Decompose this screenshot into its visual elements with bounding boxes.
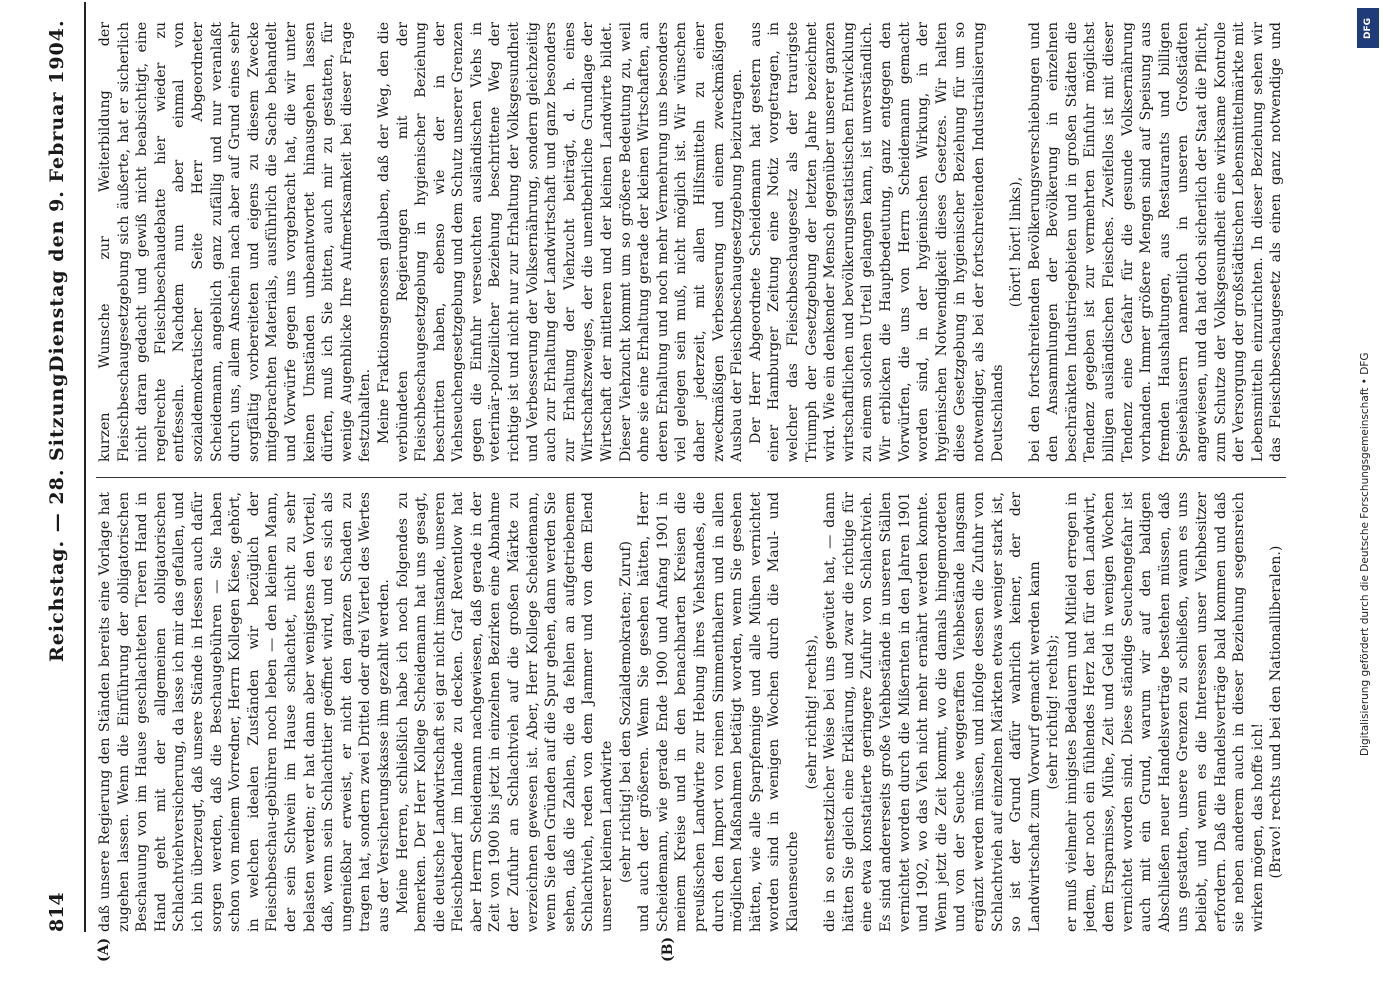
dfg-sidebar bbox=[1357, 6, 1379, 994]
paragraph: Der Herr Abgeordnete Scheidemann hat gestern aus einer Hamburger Zeitung eine Notiz vorgetragen, in welcher das Fleischbeschaugesetz als der traurigste Triumph der Gesetzgebung der letzten Jahre bezeichnet wird. Wie ein denkender Mensch gegenüber unserer ganzen wirtschaftlichen und bevölkerungsstatistischen Entwicklung zu einem solchen Urteil gelangen kann, ist unverständlich. Wir erblicken die Hauptbedeutung, ganz entgegen den Vorwürfen, die uns von Herrn Scheidemann gemacht worden sind, in der hygienischen Wirkung, in der hygienischen Notwendigkeit dieses Gesetzes. Wir halten diese Gesetzgebung in hygienischer Beziehung für um so notwendiger, als bei der fortschreitenden Industrialisierung Deutschlands bbox=[747, 22, 1006, 462]
interjection: (Bravo! rechts und bei den Nationalliberalen.) bbox=[1268, 545, 1285, 879]
interjection: (sehr richtig! bei den Sozialdemokraten; Zuruf) bbox=[617, 540, 634, 884]
dfg-logo: DFG bbox=[1357, 8, 1379, 48]
page-number: 814 bbox=[46, 892, 68, 932]
paragraph: er muß vielmehr innigstes Bedauern und Mitleid erregen in jedem, der noch ein fühlendes Herz hat für den Landwirt, dem Ersparnisse, Mühe, Zeit und Geld in wenigen Wochen vernichtet worden sind. Diese ständige Seuchengefahr ist auch mit ein Grund, warum wir auf den baldigen Abschließen neuer Handelsverträge bestehen müssen, daß uns gestatten, unsere Grenzen zu schließen, wann es uns beliebt, und wenn es die Interessen unser Viehbesitzer erfordern. Daß die Handelsverträge bald kommen und daß sie neben anderem auch in dieser Beziehung segensreich wirken mögen, das hoffe ich! bbox=[1063, 492, 1266, 932]
funding-note: Digitalisierung gefördert durch die Deutsche Forschungsgemeinschaft • DFG bbox=[1359, 352, 1371, 756]
margin-marker-a: (A) bbox=[96, 937, 112, 962]
interjection: (sehr richtig! rechts), bbox=[803, 634, 820, 790]
interjection: (hört! hört! links), bbox=[1008, 176, 1025, 308]
column-divider bbox=[96, 477, 1286, 478]
paragraph: die in so entsetzlicher Weise bei uns gewütet hat, — dann hätten Sie gleich eine Erklärung, und zwar die richtige für eine etwa konstatierte geringere Zufuhr von Schlachtvieh. Es sind andererseits große Viehbestände in unseren Ställen vernichtet worden durch die Mißernten in den Jahren 1901 und 1902, wo das Vieh nicht mehr ernährt werden konnte. Wenn jetzt die Zeit kommt, wo die damals hingemordeten und von der Seuche weggeraffen Viehbestände langsam ergänzt werden müssen, und infolge dessen die Zufuhr von Schlachtvieh auf einzelnen Märkten etwas weniger stark ist, so ist der Grund dafür wahrlich keiner, der der Landwirtschaft zum Vorwurf gemacht werden kann bbox=[822, 492, 1043, 932]
page-header bbox=[40, 2, 80, 932]
session-title: Reichstag. — 28. Sitzung. bbox=[46, 364, 68, 662]
paragraph: Meine Fraktionsgenossen glauben, daß der Weg, den die verbündeten Regierungen mit der Fleischbeschaugesetzgebung in hygienischer Beziehung beschritten haben, ebenso wie der in der Viehseuchengesetzgebung und dem Schutz unserer Grenzen gegen die Einfuhr verseuchten ausländischen Viehs in veterinär-polizeilicher Beziehung beschrittene Weg der richtige ist und nicht nur zur Erhaltung der Volksgesundheit und Verbesserung der Volksernährung, sondern gleichzeitig auch zur Erhaltung der Landwirtschaft und ganz besonders zur Erhaltung der Viehzucht beiträgt, d. h. eines Wirtschaftszweiges, der die unentbehrliche Grundlage der Wirtschaft der mittleren und der kleinen Landwirte bildet. Dieser Viehzucht kommt um so größere Bedeutung zu, weil ohne sie eine Erhaltung gerade der kleinen Wirtschaften, an deren Erhaltung und noch mehr Vermehrung uns besonders viel gelegen sein muß, nicht möglich ist. Wir wünschen daher jederzeit, mit allen Hilfsmitteln zu einer zweckmäßigen Verbesserung und einem zweckmäßigen Ausbau der Fleischbeschaugesetzgebung beizutragen. bbox=[375, 22, 746, 462]
paragraph: und auch der größeren. Wenn Sie gesehen hätten, Herr Scheidemann, wie gerade Ende 1900 und Anfang 1901 in meinem Kreise und in den benachbarten Kreisen die preußischen Landwirte zur Hebung ihres Viehstandes, die durch den Import von reinen Simmenthalern und in allen möglichen Maßnahmen betätigt worden, wenn Sie gesehen hätten, wie alle Sparpfennige und alle Mühen vernichtet worden sind in wenigen Wochen durch die Maul- und Klauenseuche bbox=[636, 492, 801, 932]
margin-marker-b: (B) bbox=[660, 936, 676, 962]
paragraph: Meine Herren, schließlich habe ich noch folgendes zu bemerken. Der Herr Kollege Scheidemann hat uns gesagt, die deutsche Landwirtschaft sei gar nicht imstande, unseren Fleischbedarf im Inlande zu decken. Graf Reventlow hat aber Herrn Scheidemann nachgewiesen, daß gerade in der Zeit von 1900 bis jetzt in einzelnen Bezirken eine Abnahme der Zufuhr an Schlachtvieh auf die großen Märkte zu verzeichnen gewesen ist. Aber, Herr Kollege Scheidemann, wenn Sie den Gründen auf die Spur gehen, dann werden Sie sehen, daß die Zahlen, die da fehlen an aufgetriebenem Schlachtvieh, reden von dem Jammer und von dem Elend unserer kleinen Landwirte bbox=[394, 492, 616, 932]
header-rule bbox=[84, 2, 86, 932]
paragraph: daß unsere Regierung den Ständen bereits eine Vorlage hat zugehen lassen. Wenn die Einführung der obligatorischen Beschauung von im Hause geschlachteten Tieren Hand in Hand geht mit der allgemeinen obligatorischen Schlachtviehversicherung, da lasse ich mir das gefallen, und ich bin überzeugt, daß unsere Stände in Hessen auch dafür sorgen werden, daß die Beschaugebühren — Sie haben schon von meinem Vorredner, Herrn Kollegen Kiese, gehört, in welchen idealen Zuständen wir bezüglich der Fleischbeschau-gebühren noch leben — den kleinen Mann, der sein Schwein im Hause schlachtet, nicht zu sehr belasten werden; er hat dann aber wenigstens den Vorteil, daß, wenn sein Schlachttier geöffnet wird, und es sich als ungenießbar erweist, er nicht den ganzen Schaden zu tragen hat, sondern zwei Drittel oder drei Viertel des Wertes aus der Versicherungskasse ihm gezahlt werden. bbox=[97, 492, 392, 932]
session-date: Dienstag den 9. Februar 1904. bbox=[46, 19, 68, 372]
page-content bbox=[40, 2, 1340, 962]
left-column bbox=[96, 492, 1286, 932]
paragraph: kurzen Wunsche zur Weiterbildung der Fleischbeschaugesetzgebung sich äußerte, hat er sicherlich nicht daran gedacht und gewiß nicht beabsichtigt, eine regelrechte Fleischbeschaudebatte hier wieder zu entfesseln. Nachdem nun aber einmal von sozialdemokratischer Seite Herr Abgeordneter Scheidemann, angeblich ganz zufällig und nur veranlaßt durch uns, allem Anschein nach aber auf Grund eines sehr sorgfältig vorbereiteten und eigens zu diesem Zwecke mitgebrachten Materials, ausführlich die Sache behandelt und Vorwürfe gegen uns vorgebracht hat, die wir unter keinen Umständen unbeantwortet hinausgehen lassen dürfen, muß ich Sie bitten, auch mir zu gestatten, für wenige Augenblicke Ihre Aufmerksamkeit bei dieser Frage festzuhalten. bbox=[97, 22, 374, 462]
paragraph: bei den fortschreitenden Bevölkerungsverschiebungen und den Ansammlungen der Bevölkerung in einzelnen beschränkten Industriegebieten und in großen Städten die Tendenz gegeben ist zur vermehrten Einfuhr möglichst billigen ausländischen Fleisches. Zweifellos ist mit dieser Tendenz eine Gefahr für die gesunde Volksernährung vorhanden. Immer größere Mengen sind auf Speisung aus fremden Haushaltungen, aus Restaurants und billigen Speisehäusern namentlich in unseren Großstädten angewiesen, und da hat doch sicherlich der Staat die Pflicht, zum Schutze der Volksgesundheit eine wirksame Kontrolle der Versorgung der großstädtischen Lebensmittelmärkte mit Lebensmitteln einzurichten. In dieser Beziehung sehen wir das Fleischbeschaugesetz als einen ganz notwendige und bbox=[1026, 22, 1285, 462]
right-column bbox=[96, 22, 1286, 462]
interjection: (sehr richtig! rechts); bbox=[1045, 634, 1062, 790]
